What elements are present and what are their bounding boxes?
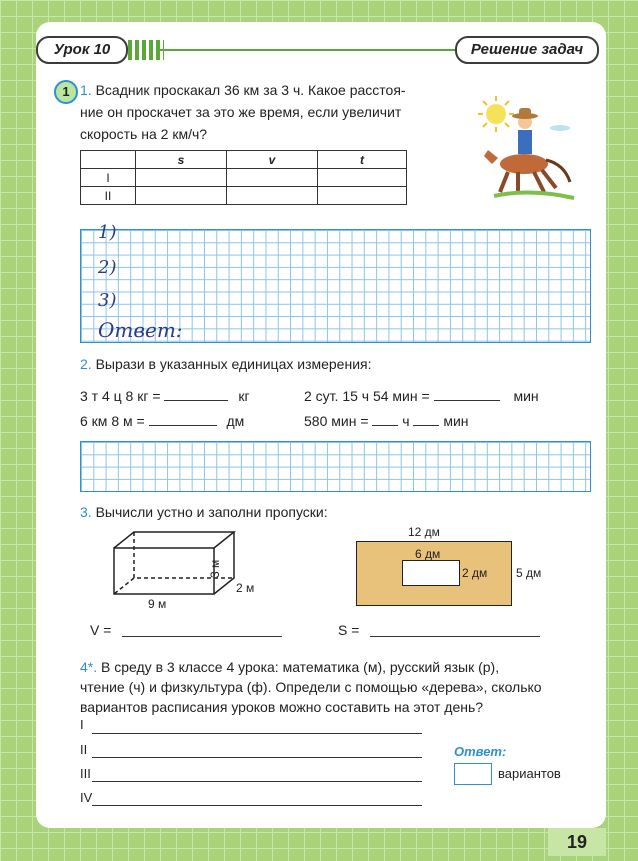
task4-line-3: вариантов расписания уроков можно составить на этот день? <box>80 699 484 715</box>
table-cell[interactable] <box>318 169 407 187</box>
topic-label: Решение задач <box>455 36 599 64</box>
task2-number: 2. <box>80 356 92 372</box>
roman-3: III <box>80 766 91 781</box>
variants-label: вариантов <box>498 766 561 781</box>
table-cell[interactable] <box>136 169 227 187</box>
task1-line-2: ние он проскачет за это же время, если увеличит <box>80 104 402 120</box>
box-depth-label: 2 м <box>236 581 255 595</box>
answer-blank[interactable] <box>372 411 398 426</box>
answer-label: Ответ: <box>454 744 507 759</box>
answer-blank[interactable] <box>149 411 217 426</box>
header-bars <box>128 40 164 60</box>
inner-rectangle <box>402 560 460 586</box>
table-cell[interactable] <box>227 169 318 187</box>
handwriting-answer: Ответ: <box>98 318 183 342</box>
handwriting-2: 2) <box>98 257 117 278</box>
table-header-s: s <box>136 151 227 169</box>
task2-item-2: 2 сут. 15 ч 54 мин = мин <box>304 388 539 404</box>
variants-answer-box[interactable] <box>454 763 492 785</box>
task4-number: 4*. <box>80 659 98 675</box>
inner-width-label: 6 дм <box>415 547 441 561</box>
handwriting-3: 3) <box>98 290 117 311</box>
rect-width-label: 12 дм <box>408 525 440 539</box>
page-number: 19 <box>548 828 606 856</box>
task1-table <box>80 150 407 205</box>
volume-label: V = <box>90 622 112 638</box>
box-height-label: 3 м <box>208 559 222 578</box>
volume-answer-line[interactable] <box>122 636 282 637</box>
task3-number: 3. <box>80 504 92 520</box>
table-cell[interactable] <box>136 187 227 205</box>
task1-line-1: 1. Всадник проскакал 36 км за 3 ч. Какое расстоя- <box>80 82 406 98</box>
tree-line-2[interactable] <box>92 757 422 758</box>
tree-line-3[interactable] <box>92 781 422 782</box>
task1-number: 1. <box>80 82 92 98</box>
handwriting-1: 1) <box>98 222 117 243</box>
roman-1: I <box>80 717 84 732</box>
table-row-label-2: II <box>81 187 136 205</box>
box-diagram <box>110 526 260 612</box>
box-length-label: 9 м <box>148 597 167 611</box>
task2-answer-grid[interactable] <box>80 441 591 492</box>
tree-line-4[interactable] <box>92 805 422 806</box>
task4-line-2: чтение (ч) и физкультура (ф). Определи с помощью «дерева», сколько <box>80 679 542 695</box>
roman-4: IV <box>80 790 93 805</box>
answer-blank[interactable] <box>434 386 500 401</box>
task2-item-3: 6 км 8 м = дм <box>80 413 245 429</box>
task2-item-4: 580 мин = ч мин <box>304 413 469 429</box>
table-row-label-1: I <box>81 169 136 187</box>
answer-blank[interactable] <box>164 386 228 401</box>
table-header-v: v <box>227 151 318 169</box>
tree-line-1[interactable] <box>92 733 422 734</box>
outer-height-label: 5 дм <box>516 566 542 580</box>
inner-height-label: 2 дм <box>462 566 488 580</box>
task2-item-1: 3 т 4 ц 8 кг = кг <box>80 388 250 404</box>
horse-rider-icon <box>474 92 586 204</box>
header-line <box>160 49 455 51</box>
table-corner-cell <box>81 151 136 169</box>
area-answer-line[interactable] <box>370 636 540 637</box>
table-header-t: t <box>318 151 407 169</box>
table-cell[interactable] <box>227 187 318 205</box>
roman-2: II <box>80 742 88 757</box>
table-cell[interactable] <box>318 187 407 205</box>
lesson-label: Урок 10 <box>36 36 128 64</box>
task2-title: 2. Вырази в указанных единицах измерения: <box>80 356 372 372</box>
answer-blank[interactable] <box>413 411 439 426</box>
task-circle-1: 1 <box>54 80 78 104</box>
task1-line-3: скорость на 2 км/ч? <box>80 126 208 142</box>
area-label: S = <box>338 622 360 638</box>
task4-line-1: 4*. В среду в 3 классе 4 урока: математика (м), русский язык (р), <box>80 659 500 675</box>
task3-title: 3. Вычисли устно и заполни пропуски: <box>80 504 328 520</box>
